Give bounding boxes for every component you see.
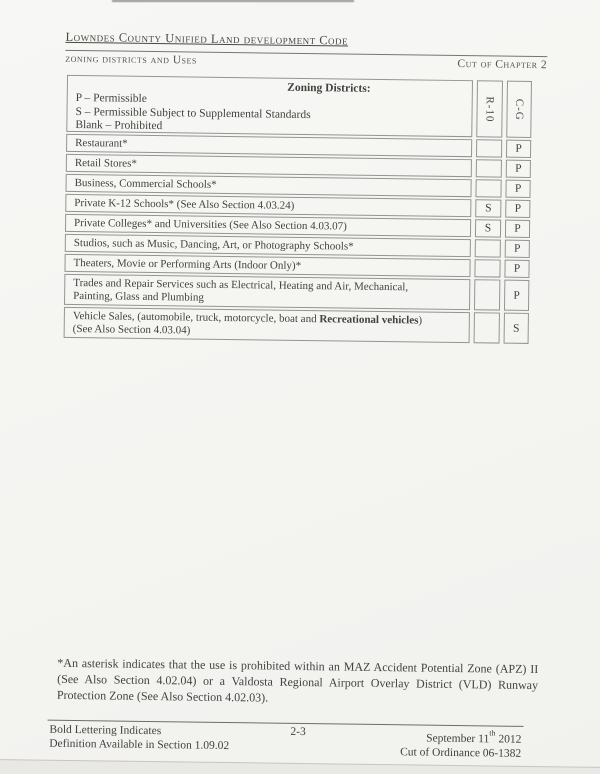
footer-bold-note — [49, 723, 229, 753]
cg-value-cell: S — [504, 313, 529, 344]
use-label: Private Colleges* and Universities (See Also Section 4.03.07) — [74, 216, 347, 233]
use-label: Private K-12 Schools* (See Also Section 4.03.24) — [74, 196, 295, 212]
r10-value-cell — [475, 179, 501, 197]
column-header-r10 — [476, 80, 503, 137]
r10-value-cell: S — [475, 219, 501, 237]
paper-bottom-edge — [0, 759, 600, 774]
r10-value-cell — [476, 139, 502, 157]
footer-date-year: 2012 — [495, 733, 522, 746]
cg-value-cell: P — [505, 180, 530, 198]
zoning-table — [64, 75, 532, 346]
cg-value-cell: P — [506, 160, 531, 178]
footer-date — [400, 727, 521, 746]
table-header-row — [66, 75, 532, 138]
footer-bold-note-line1: Bold Lettering Indicates — [49, 723, 162, 738]
use-label-rest: ) (See Also Section 4.03.04) — [72, 314, 423, 337]
page-footer — [47, 720, 523, 761]
use-label: Retail Stores* — [74, 156, 137, 170]
footer-date-prefix: September 11 — [426, 732, 490, 746]
use-label: Trades and Repair Services such as Electrical, Heating and Air, Mechanical, Painting, Glass and Plumbing — [73, 276, 409, 304]
title-rule — [65, 28, 547, 57]
cg-value-cell: P — [505, 220, 530, 238]
r10-value-cell — [474, 259, 500, 277]
document-subtitle: zoning districts and Uses — [65, 52, 197, 67]
chapter-label: Cut of Chapter 2 — [457, 57, 548, 72]
cg-value-cell: P — [504, 280, 529, 311]
r10-value-cell — [476, 159, 502, 177]
legend-prohibited: Blank – Prohibited — [75, 118, 163, 133]
r10-value-cell: S — [475, 199, 501, 217]
footer-ordinance: Cut of Ordinance 06-1382 — [400, 746, 522, 760]
table-row-vehicle-sales — [64, 307, 529, 344]
footer-date-ordinal: th — [489, 728, 496, 738]
footer-bold-note-line2: Definition Available in Section 1.09.02 — [49, 737, 230, 753]
cg-value-cell: P — [504, 260, 529, 278]
cg-value-cell: P — [506, 140, 531, 158]
document-title: Lowndes County Unified Land development Code — [65, 29, 349, 48]
r10-value-cell — [474, 312, 500, 343]
use-label: Theaters, Movie or Performing Arts (Indoor Only)* — [73, 256, 302, 272]
r10-value-cell — [475, 239, 501, 257]
table-row-trades-repair — [64, 274, 529, 311]
column-header-r10-label: R-10 — [483, 95, 496, 122]
column-header-cg-label: C-G — [512, 98, 526, 121]
document-header — [65, 28, 547, 71]
legend-permissible: P – Permissible — [75, 92, 147, 105]
use-label-cell — [64, 274, 470, 310]
use-label: Vehicle Sales, (automobile, truck, motorcycle, boat and — [72, 309, 320, 326]
legend-cell — [66, 75, 473, 137]
cg-value-cell: P — [505, 240, 530, 258]
use-label: Restaurant* — [75, 136, 128, 150]
r10-value-cell — [474, 279, 500, 310]
use-label-bold: Recreational vehicles — [319, 313, 419, 327]
cg-value-cell: P — [505, 200, 530, 218]
footer-date-block — [400, 727, 521, 760]
page-number: 2-3 — [290, 725, 306, 739]
use-label-cell — [64, 307, 470, 343]
use-label: Studios, such as Music, Dancing, Art, or Photography Schools* — [73, 236, 354, 253]
asterisk-footnote: *An asterisk indicates that the use is prohibited within an MAZ Accident Potential Zone (APZ) II (See Also Section 4.02.04) or a Valdosta Regional Airport Overlay District (VLD) Runway Protection Zone (See Also Section 4.02.03). — [56, 655, 539, 705]
column-header-cg — [506, 81, 532, 138]
use-label: Business, Commercial Schools* — [74, 176, 217, 191]
legend-supplemental: S – Permissible Subject to Supplemental Standards — [75, 105, 311, 121]
table-title: Zoning Districts: — [287, 81, 371, 95]
